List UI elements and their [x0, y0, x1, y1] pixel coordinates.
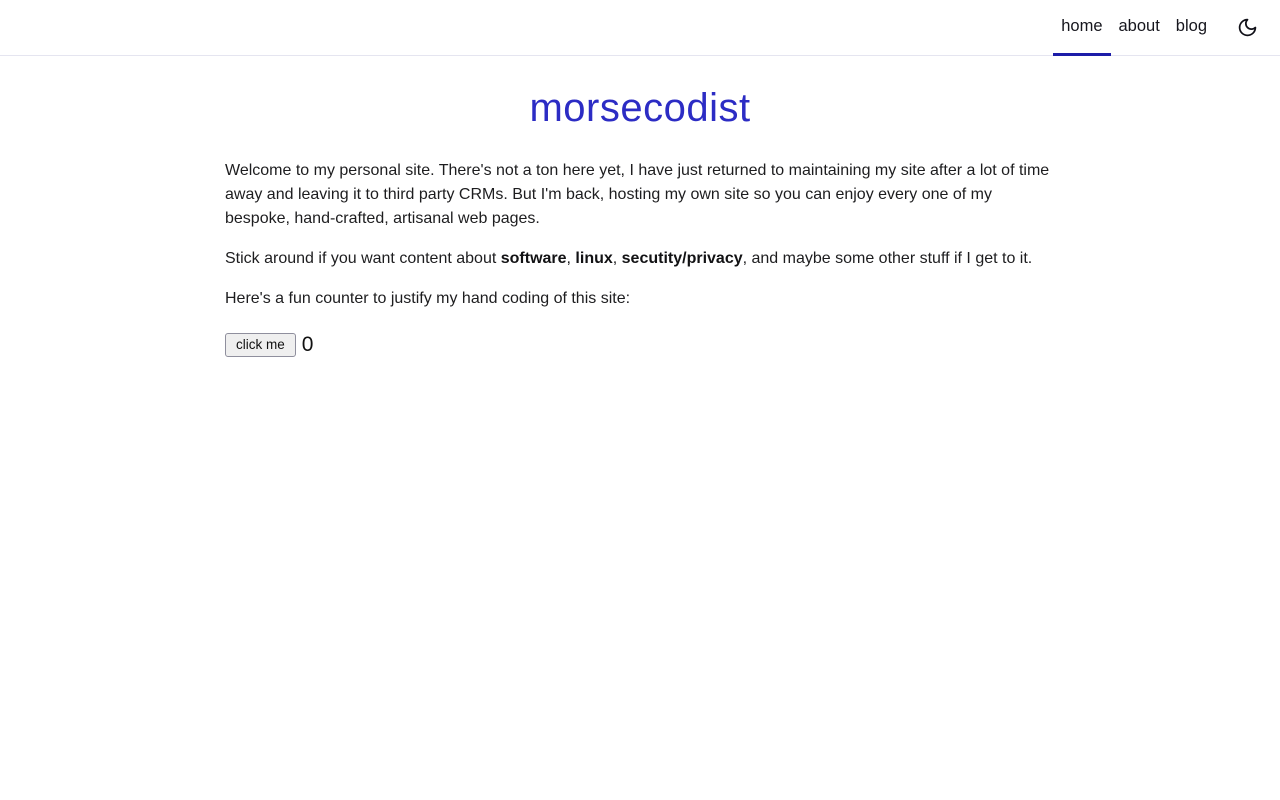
nav-link-home[interactable]: home [1053, 0, 1110, 56]
moon-icon [1237, 17, 1258, 38]
counter-value: 0 [301, 333, 314, 357]
click-me-button[interactable]: click me [225, 333, 296, 357]
topics-suffix: , and maybe some other stuff if I get to it. [742, 250, 1033, 267]
topics-separator-1: , [566, 250, 576, 267]
topics-paragraph [225, 247, 1055, 271]
topics-prefix: Stick around if you want content about [225, 250, 501, 267]
site-header [0, 0, 1280, 56]
nav-link-about[interactable]: about [1118, 17, 1160, 35]
topic-security-privacy: secutity/privacy [621, 250, 743, 267]
counter-row [225, 333, 1055, 357]
counter-intro: Here's a fun counter to justify my hand coding of this site: [225, 290, 631, 307]
topic-software: software [500, 250, 567, 267]
theme-toggle-button[interactable] [1223, 0, 1258, 55]
topic-linux: linux [575, 250, 613, 267]
welcome-paragraph: Welcome to my personal site. There's not a ton here yet, I have just returned to maintaining my site after a lot of time away and leaving it to third party CRMs. But I'm back, hosting my own site so you can enjoy every one of my bespoke, hand-crafted, artisanal web pages. [225, 162, 1050, 227]
nav-link-blog[interactable]: blog [1175, 17, 1207, 35]
main-nav [1053, 0, 1258, 55]
page-title: morsecodist [529, 86, 751, 130]
topics-separator-2: , [612, 250, 622, 267]
main-content [225, 86, 1055, 357]
